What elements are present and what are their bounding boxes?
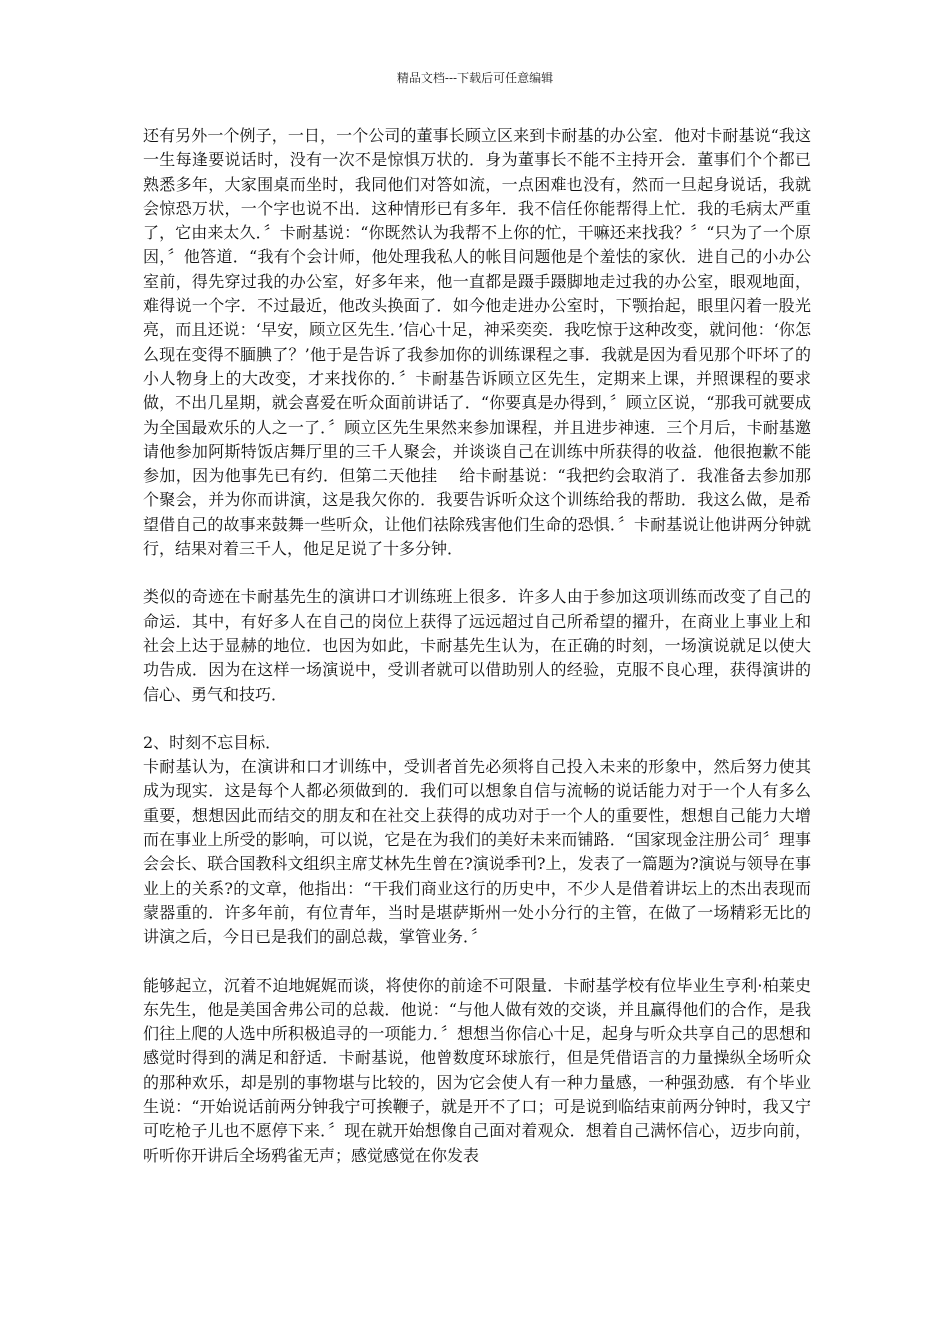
paragraph-future-image: 卡耐基认为，在演讲和口才训练中，受训者首先必须将自己投入未来的形象中，然后努力使其成为现实．这是每个人都必须做到的．我们可以想象自信与流畅的说话能力对于一个人有多么重要，想想因此而结交的朋友和在社交上获得的成功对于一个人的重要性，想想自己能力大增而在事业上所受的影响，可以说，它是在为我们的美好未来而铺路．“国家现金注册公司〞理事会会长、联合国教科文组织主席艾林先生曾在?演说季刊?上，发表了一篇题为?演说与领导在事业上的关系?的文章，他指出：“干我们商业这行的历史中，不少人是借着讲坛上的杰出表现而蒙器重的．许多年前，有位青年，当时是堪萨斯州一处小分行的主管，在做了一场精彩无比的讲演之后，今日已是我们的副总裁，掌管业务．〞 [143, 757, 811, 947]
section-heading-goals: 2、时刻不忘目标． [143, 732, 282, 752]
page-header: 精品文档---下载后可任意编辑 [396, 71, 554, 85]
paragraph-spacer [143, 950, 811, 974]
document-body [143, 124, 811, 1168]
paragraph-example-story: 还有另外一个例子，一日，一个公司的董事长顾立区来到卡耐基的办公室．他对卡耐基说“我这一生每逢要说话时，没有一次不是惊惧万状的．身为董事长不能不主持开会．董事们个个都已熟悉多年，大家围桌而坐时，我同他们对答如流，一点困难也没有，然而一旦起身说话，我就会惊恐万状，一个字也说不出．这种情形已有多年．我不信任你能帮得上忙．我的毛病太严重了，它由来太久．〞卡耐基说：“你既然认为我帮不上你的忙，干嘛还来找我？〞“只为了一个原因，〞他答道．“我有个会计师，他处理我私人的帐目问题他是个羞怯的家伙．进自己的小办公室前，得先穿过我的办公室，好多年来，他一直都是蹑手蹑脚地走过我的办公室，眼观地面，难得说一个字．不过最近，他改头换面了．如今他走进办公室时，下颚抬起，眼里闪着一股光亮，而且还说：‘早安，顾立区先生．’信心十足，神采奕奕．我吃惊于这种改变，就问他：‘你怎么现在变得不腼腆了？’他于是告诉了我参加你的训练课程之事．我就是因为看见那个吓坏了的小人物身上的大改变，才来找你的．〞卡耐基告诉顾立区先生，定期来上课，并照课程的要求做，不出几星期，就会喜爱在听众面前讲话了．“你要真是办得到，〞顾立区说，“那我可就要成为全国最欢乐的人之一了．〞顾立区先生果然来参加课程，并且进步神速．三个月后，卡耐基邀请他参加阿斯特饭店舞厅里的三千人聚会，并谈谈自己在训练中所获得的收益．他很抱歉不能参加，因为他事先已有约．但第二天他挂 给卡耐基说：“我把约会取消了．我准备去参加那个聚会，并为你而讲演，这是我欠你的．我要告诉听众这个训练给我的帮助．我这么做，是希望借自己的故事来鼓舞一些听众，让他们祛除残害他们生命的恐惧．〞卡耐基说让他讲两分钟就行，结果对着三千人，他足足说了十多分钟． [143, 126, 811, 559]
paragraph-similar-miracles: 类似的奇迹在卡耐基先生的演讲口才训练班上很多．许多人由于参加这项训练而改变了自己的命运．其中，有好多人在自己的岗位上获得了远远超过自己所希望的擢升，在商业上事业上和社会上达于显赫的地位．也因为如此，卡耐基先生认为，在正确的时刻，一场演说就足以使大功告成．因为在这样一场演说中，受训者就可以借助别人的经验，克服不良心理，获得演讲的信心、勇气和技巧． [143, 587, 811, 704]
paragraph-stand-and-speak: 能够起立，沉着不迫地娓娓而谈，将使你的前途不可限量．卡耐基学校有位毕业生亨利·柏莱史东先生，他是美国舍弗公司的总裁．他说：“与他人做有效的交谈，并且赢得他们的合作，是我们往上爬的人选中所积极追寻的一项能力．〞想想当你信心十足，起身与听众共享自己的思想和感觉时得到的满足和舒适．卡耐基说，他曾数度环球旅行，但是凭借语言的力量操纵全场听众的那种欢乐，却是别的事物堪与比较的，因为它会使人有一种力量感，一种强劲感．有个毕业生说：“开始说话前两分钟我宁可挨鞭子，就是开不了口；可是说到临结束前两分钟时，我又宁可吃枪子儿也不愿停下来．〞现在就开始想像自己面对着观众．想着自己满怀信心，迈步向前，听听你开讲后全场鸦雀无声；感觉感觉在你发表 [143, 975, 811, 1165]
paragraph-spacer [143, 707, 811, 731]
paragraph-spacer [143, 561, 811, 585]
